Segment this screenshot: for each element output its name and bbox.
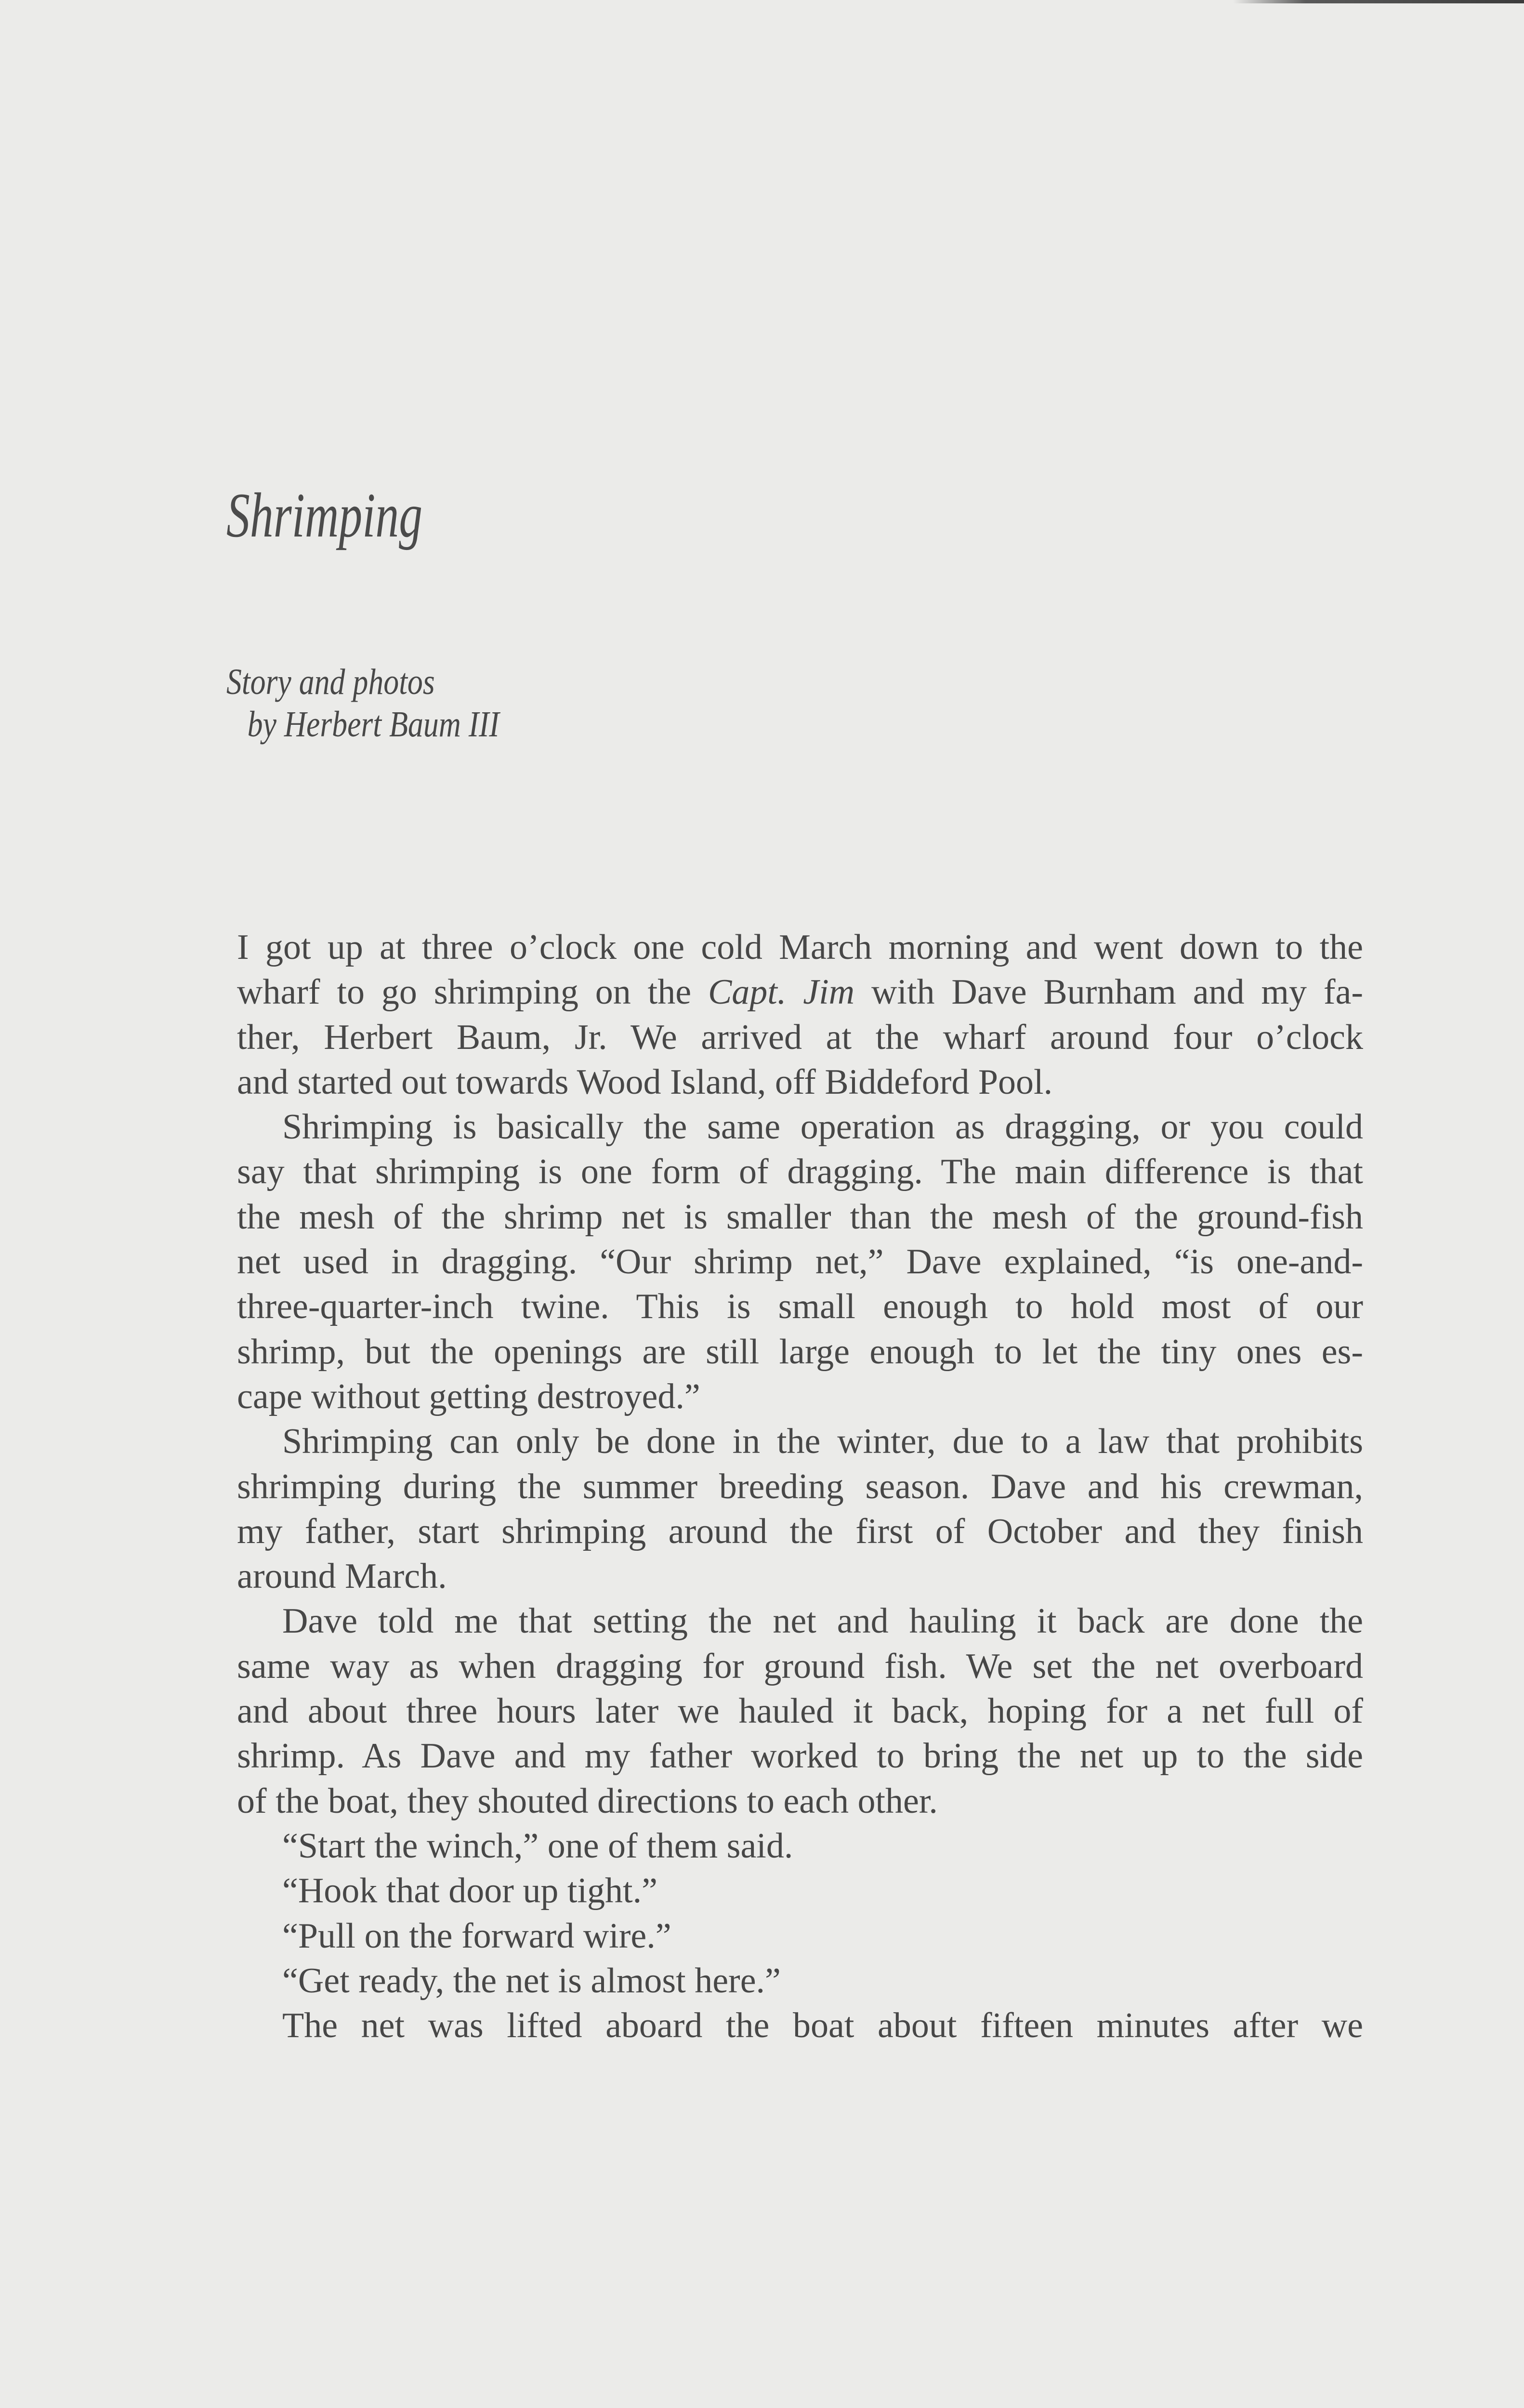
page-top-edge-shadow	[1233, 0, 1524, 3]
body-line: shrimp, but the openings are still large enough to let the tiny ones es-	[237, 1332, 1363, 1372]
body-line: around March.	[237, 1557, 447, 1597]
body-line: and started out towards Wood Island, off Biddeford Pool.	[237, 1062, 1053, 1102]
body-line: Shrimping can only be done in the winter, due to a law that prohibits	[282, 1422, 1363, 1462]
body-line: cape without getting destroyed.”	[237, 1376, 700, 1416]
body-line: net used in dragging. “Our shrimp net,” Dave explained, “is one-and-	[237, 1242, 1363, 1282]
article-title: Shrimping	[226, 480, 423, 550]
article-body	[237, 925, 1363, 2048]
body-line: say that shrimping is one form of dragging. The main difference is that	[237, 1152, 1363, 1192]
dialogue-line: “Hook that door up tight.”	[282, 1871, 657, 1911]
byline	[226, 661, 499, 746]
body-line: I got up at three o’clock one cold March morning and went down to the	[237, 928, 1363, 967]
body-line-text: with Dave Burnham and my fa-	[854, 972, 1364, 1012]
body-line: The net was lifted aboard the boat about fifteen minutes after we	[282, 2006, 1363, 2046]
body-line: same way as when dragging for ground fish. We set the net overboard	[237, 1646, 1363, 1686]
dialogue-line: “Get ready, the net is almost here.”	[282, 1961, 781, 2001]
body-line: and about three hours later we hauled it back, hoping for a net full of	[237, 1691, 1363, 1731]
body-line: shrimp. As Dave and my father worked to bring the net up to the side	[237, 1736, 1363, 1776]
dialogue-line: “Pull on the forward wire.”	[282, 1916, 671, 1956]
body-line: the mesh of the shrimp net is smaller than the mesh of the ground-fish	[237, 1197, 1363, 1237]
body-line: Shrimping is basically the same operation as dragging, or you could	[282, 1107, 1363, 1147]
body-line: ther, Herbert Baum, Jr. We arrived at the wharf around four o’clock	[237, 1017, 1363, 1057]
byline-author: by Herbert Baum III	[247, 704, 499, 745]
body-line: shrimping during the summer breeding season. Dave and his crewman,	[237, 1466, 1363, 1506]
body-line: three-quarter-inch twine. This is small enough to hold most of our	[237, 1287, 1363, 1327]
byline-credit: Story and photos	[226, 662, 435, 702]
dialogue-line: “Start the winch,” one of them said.	[282, 1826, 793, 1866]
body-line: my father, start shrimping around the first of October and they finish	[237, 1511, 1363, 1551]
boat-name: Capt. Jim	[708, 972, 855, 1012]
body-line	[237, 970, 1363, 1015]
body-line: of the boat, they shouted directions to each other.	[237, 1781, 938, 1821]
body-line-text: wharf to go shrimping on the	[237, 972, 708, 1012]
body-line: Dave told me that setting the net and hauling it back are done the	[282, 1601, 1363, 1641]
